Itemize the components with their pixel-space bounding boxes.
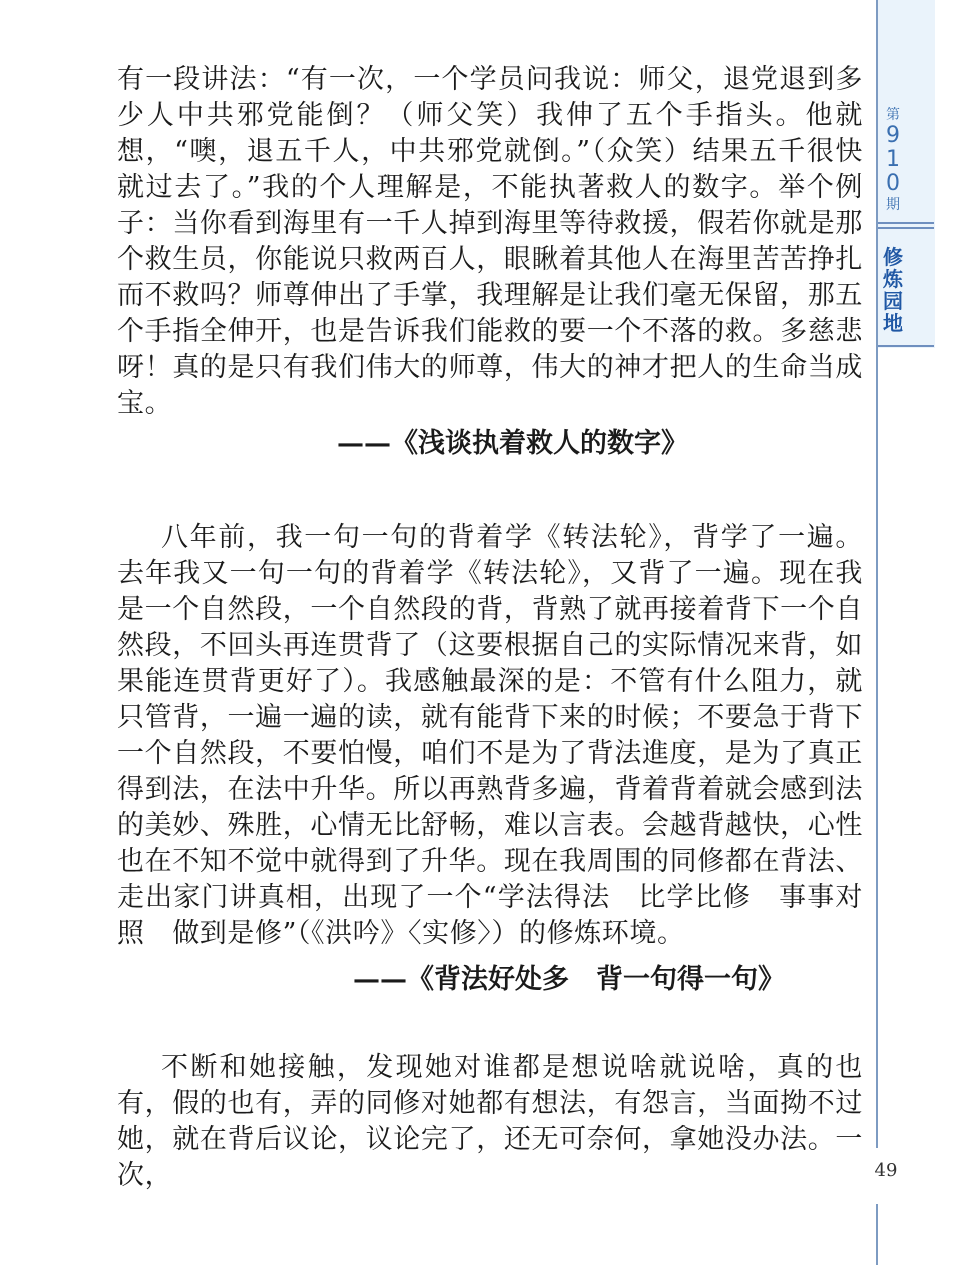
section-divider [878, 227, 934, 229]
issue-prefix: 第 [886, 107, 900, 123]
article-source: ——《背法好处多 背一句得一句》 [353, 964, 785, 995]
column-title-char: 炼 [883, 267, 903, 291]
issue-digit: 9 [886, 123, 900, 148]
issue-label [878, 106, 908, 214]
column-title-char: 地 [883, 311, 903, 335]
article-excerpt: 八年前，我一句一句的背着学《转法轮》，背学了一遍。去年我又一句一句的背着学《转法轮》，又背了一遍。现在我是一个自然段，一个自然段的背，背熟了就再接着背下一个自然段，不回头再连贯背了（这要根据自己的实际情况来背，如果能连贯背更好了）。我感触最深的是：不管有什么阻力，就只管背，一遍一遍的读，就有能背下来的时候；不要急于背下一个自然段，不要怕慢，咱们不是为了背法進度，是为了真正得到法，在法中升华。所以再熟背多遍，背着背着就会感到法的美妙、殊胜，心情无比舒畅，难以言表。会越背越快，心性也在不知不觉中就得到了升华。现在我周围的同修都在背法、走出家门讲真相，出现了一个“学法得法 比学比修 事事对照 做到是修”（《洪吟》〈实修〉）的修炼环境。 [117, 522, 863, 949]
column-title-char: 修 [883, 245, 903, 269]
article-excerpt: 不断和她接触，发现她对谁都是想说啥就说啥，真的也有，假的也有，弄的同修对她都有想法，有怨言，当面拗不过她，就在背后议论，议论完了，还无可奈何，拿她没办法。一次， [117, 1052, 863, 1191]
section-divider [878, 222, 934, 224]
page-body [117, 62, 863, 1194]
article-excerpt: 有一段讲法：“有一次，一个学员问我说：师父，退党退到多少人中共邪党能倒？（师父笑）我伸了五个手指头。他就想，“噢，退五千人，中共邪党就倒。”（众笑）结果五千很快就过去了。”我的个人理解是，不能执著救人的数字。举个例子：当你看到海里有一千人掉到海里等待救援，假若你就是那个救生员，你能说只救两百人，眼瞅着其他人在海里苦苦挣扎而不救吗？师尊伸出了手掌，我理解是让我们毫无保留，那五个手指全伸开，也是告诉我们能救的要一个不落的救。多慈悲呀！真的是只有我们伟大的师尊，伟大的神才把人的生命当成宝。 [117, 64, 863, 419]
issue-suffix: 期 [886, 197, 900, 213]
column-title [878, 246, 908, 334]
issue-digit: 1 [886, 147, 900, 172]
column-title-char: 园 [883, 289, 903, 313]
article-source: ——《浅谈执着救人的数字》 [337, 428, 688, 459]
page-number: 49 [874, 1160, 898, 1181]
issue-digit: 0 [886, 171, 900, 196]
section-divider [878, 345, 934, 347]
